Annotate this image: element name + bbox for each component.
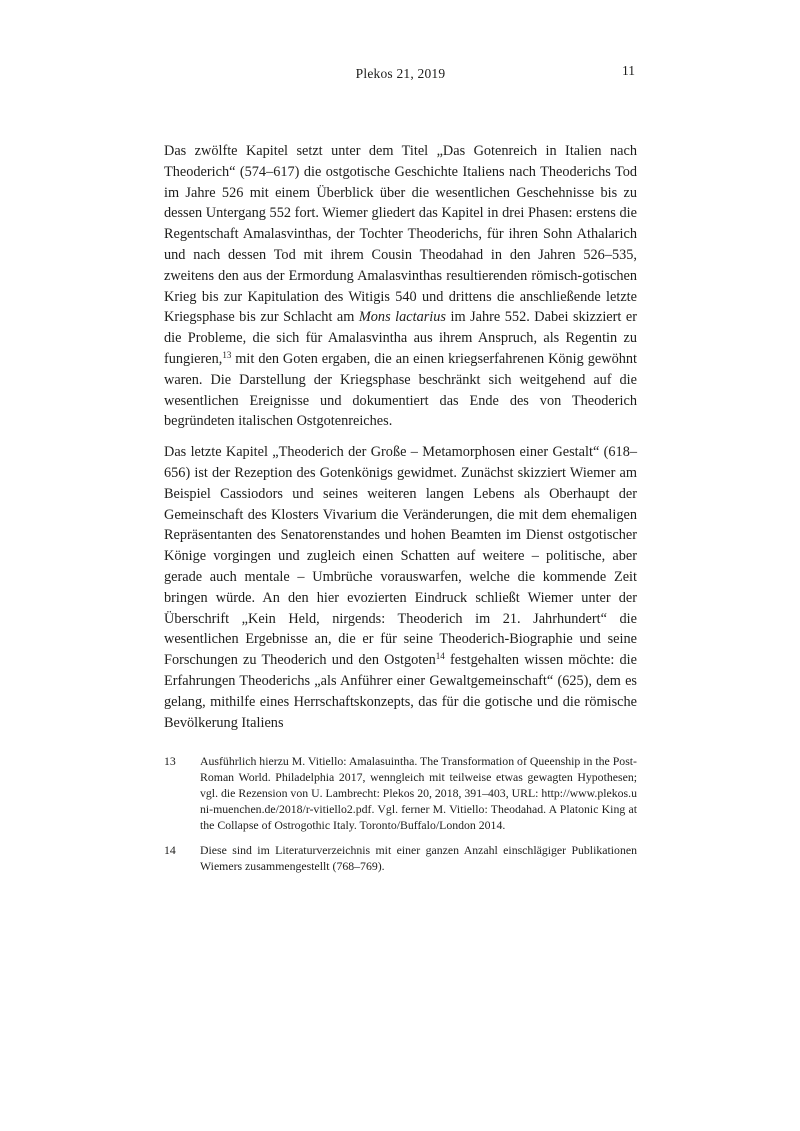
paragraph-text: im Jahre 552. Dabei skizziert er die Probleme, die sich für Amalasvintha aus ihrem Anspruch, als Regentin zu fungieren,: [164, 309, 637, 367]
footnote-ref-13: 13: [222, 349, 232, 360]
page-number: 11: [622, 63, 635, 78]
body-paragraph-2: [164, 442, 637, 733]
footnote-url: http://www.plekos.uni-muenchen.de/2018/r-vitiello2.pdf: [200, 786, 637, 817]
footnote-text-segment: . Vgl. ferner M. Vitiello: Theodahad. A Platonic King at the Collapse of Ostrogothic Italy. Toronto/Buffalo/London 2014.: [200, 802, 637, 833]
footnote-number: 13: [164, 754, 176, 769]
journal-title: Plekos 21, 2019: [355, 66, 446, 81]
paragraph-text: mit den Goten ergaben, die an einen kriegserfahrenen König gewöhnt waren. Die Darstellung der Kriegsphase beschränkt sich weitgehend auf die wesentlichen Ereignisse und dokumentiert das Ende des von Theoderich begründeten italischen Ostgotenreiches.: [164, 350, 637, 430]
footnote-number: 14: [164, 843, 176, 858]
paragraph-text: festgehalten wissen möchte: die Erfahrungen Theoderichs „als Anführer einer Gewaltgemeinschaft“ (625), dem es gelang, mithilfe eines Herrschaftskonzepts, das für die gotische und die römische Bevölkerung Italiens: [164, 652, 637, 731]
footnote-text-segment: Ausführlich hierzu M. Vitiello: Amalasuintha. The Transformation of Queenship in the Post-Roman World. Philadelphia 2017, wenngleich mit teilweise etwas gewagten Hypothesen; vgl. die Rezension von U. Lambrecht: Plekos 20, 2018, 391–403, URL:: [200, 754, 637, 801]
text-column: [164, 63, 637, 874]
body-paragraph-1: [164, 141, 637, 432]
body-text: [164, 141, 637, 733]
footnotes-section: [164, 753, 637, 874]
running-head: [164, 63, 637, 84]
footnote-text: [200, 753, 637, 833]
footnote-13: [164, 753, 637, 833]
paragraph-text: Das zwölfte Kapitel setzt unter dem Titel „Das Gotenreich in Italien nach Theoderich“ (574–617) die ostgotische Geschichte Italiens nach Theoderichs Tod im Jahre 526 mit einem Überblick über die wesentlichen Geschehnisse bis zu dessen Untergang 552 fort. Wiemer gliedert das Kapitel in drei Phasen: erstens die Regentschaft Amalasvinthas, der Tochter Theoderichs, für ihren Sohn Athalarich und nach dessen Tod mit ihrem Cousin Theodahad in den Jahren 526–535, zweitens den aus der Ermordung Amalasvinthas resultierenden römisch-gotischen Krieg bis zur Kapitulation des Witigis 540 und drittens die anschließende letzte Kriegsphase bis zur Schlacht am: [164, 143, 637, 326]
latin-term: Mons lactarius: [358, 309, 446, 326]
footnote-text: Diese sind im Literaturverzeichnis mit einer ganzen Anzahl einschlägiger Publikationen Wiemers zusammengestellt (768–769).: [200, 843, 637, 874]
footnote-ref-14: 14: [435, 651, 445, 662]
paragraph-text: Das letzte Kapitel „Theoderich der Große – Metamorphosen einer Gestalt“ (618–656) ist der Rezeption des Gotenkönigs gewidmet. Zunächst skizziert Wiemer am Beispiel Cassiodors und seines weiteren langen Lebens als Oberhaupt der Gemeinschaft des Klosters Vivarium die Veränderungen, die mit dem ehemaligen Repräsentanten des Senatorenstandes und hohen Beamten im Dienst ostgotischer Könige vorgingen und zugleich einen Schatten auf weitere – politische, aber gerade auch mentale – Umbrüche vorauswarfen, welche die kommende Zeit bringen würde. An den hier evozierten Eindruck schließt Wiemer unter der Überschrift „Kein Held, nirgends: Theoderich im 21. Jahrhundert“ die wesentlichen Ergebnisse an, die er für seine Theoderich-Biographie und seine Forschungen zu Theoderich und den Ostgoten: [164, 444, 637, 669]
footnote-14: [164, 842, 637, 874]
